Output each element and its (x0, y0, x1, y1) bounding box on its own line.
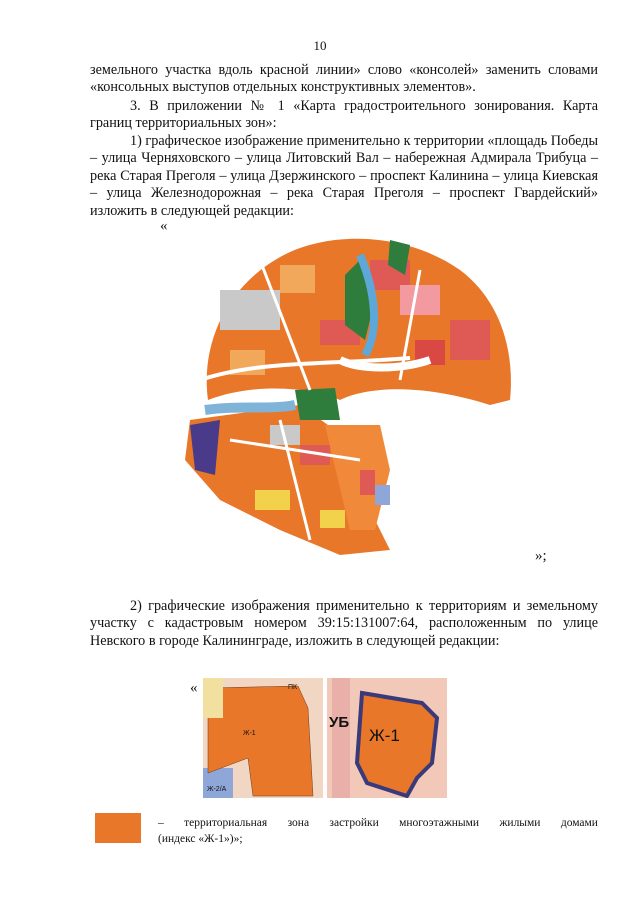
paragraph-4-text: 2) графические изображения применительно к территориям и земельному участку с кадастровым номером 39:15:131007:64, расположенным по улице Невского в городе Калининграде, изложить в следующей редакции: (90, 598, 598, 649)
zoning-map (160, 230, 520, 560)
legend-word: жилыми (499, 817, 541, 829)
legend-word: домами (560, 817, 598, 829)
legend-word: многоэтажными (399, 817, 480, 829)
page-number: 10 (313, 38, 327, 53)
inset-map-left (203, 678, 323, 798)
inset-left-label-small: Ж-2/А (207, 786, 227, 793)
paragraph-2 (90, 98, 598, 133)
legend-word: застройки (329, 817, 379, 829)
quote-open-1: « (160, 218, 168, 234)
legend-swatch (95, 813, 141, 843)
legend-word: – (158, 817, 164, 829)
paragraph-3-text: 1) графическое изображение применительно к территории «площадь Победы – улица Черняховского – улица Литовский Вал – набережная Адмирала Трибуца – река Старая Преголя – улица Дзержинского – проспект Калинина – улица Киевская – улица Железнодорожная – река Старая Преголя – проспект Гвардейский» изложить в следующей редакции: (90, 133, 598, 219)
zoning-map-graphic (160, 230, 520, 560)
quote-close-1: »; (535, 548, 547, 564)
legend-line-2: (индекс «Ж-1»)»; (158, 833, 243, 845)
paragraph-1-text: земельного участка вдоль красной линии» слово «консолей» заменить словами «консольных выступов отдельных конструктивных элементов». (90, 62, 598, 96)
inset-map-left-graphic (203, 678, 323, 798)
legend-word: зона (287, 817, 310, 829)
paragraph-2-text: 3. В приложении № 1 «Карта градостроительного зонирования. Карта границ территориальных зон»: (90, 98, 598, 132)
paragraph-1 (90, 62, 598, 97)
inset-left-label-main: Ж-1 (243, 730, 256, 737)
legend-row-1 (158, 815, 598, 831)
legend-word: территориальная (184, 817, 268, 829)
paragraph-4 (90, 598, 598, 650)
legend-text (158, 815, 598, 847)
inset-right-label-edge: УБ (329, 714, 350, 731)
inset-map-right (327, 678, 447, 798)
quote-open-2: « (190, 680, 198, 696)
inset-left-label-pk: ПК (288, 684, 298, 691)
inset-right-label-main: Ж-1 (369, 726, 400, 745)
paragraph-3 (90, 133, 598, 220)
